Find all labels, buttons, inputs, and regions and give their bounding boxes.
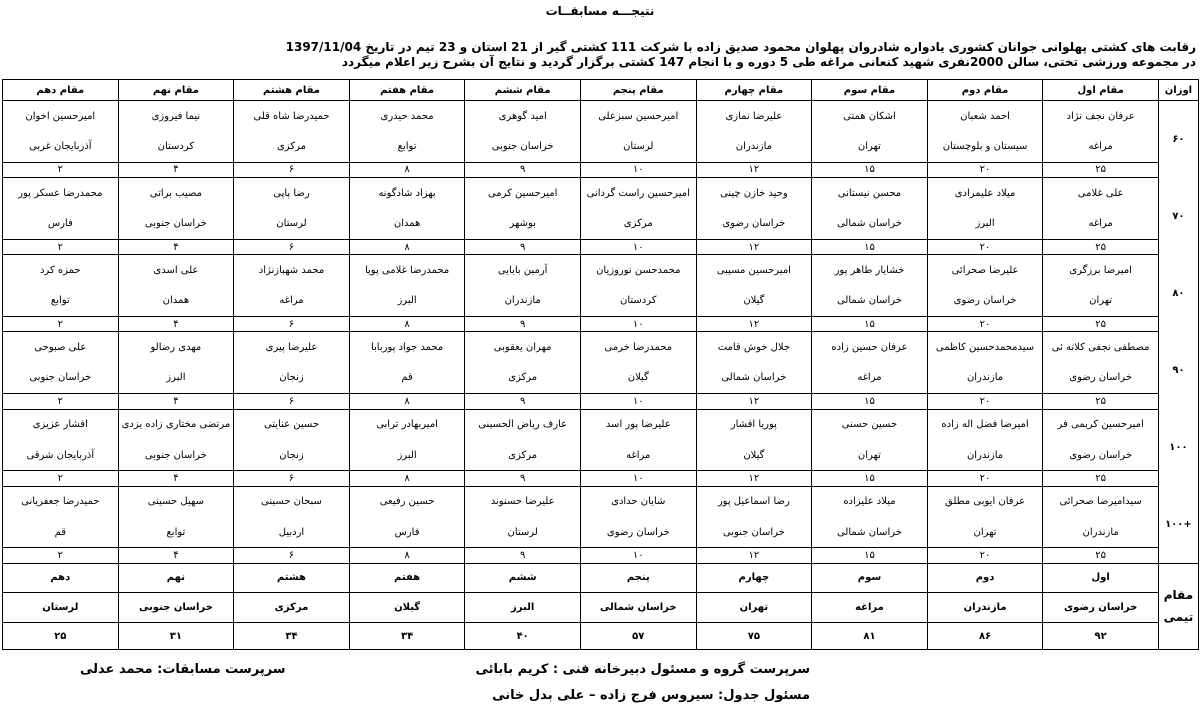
wrestler-name: میلاد علیزاده: [812, 486, 928, 517]
place-points: ۲۰: [927, 162, 1043, 177]
results-table: [2, 79, 1199, 650]
wrestler-name: علیرضا پیری: [234, 332, 350, 363]
wrestler-name: مرتضی مختاری زاده یزدی: [118, 409, 234, 440]
wrestler-name: محمدحسن نوروزیان: [580, 255, 696, 286]
place-6-header: مقام ششم: [465, 80, 581, 101]
place-points: ۱۰: [580, 394, 696, 409]
team-rank-label: ششم: [465, 563, 581, 592]
wrestler-name: حسین حسنی: [812, 409, 928, 440]
wrestler-name: سیدامیرضا صحرائی: [1043, 486, 1159, 517]
wrestler-name: عرفان نجف نژاد: [1043, 101, 1159, 132]
place-points: ۲: [3, 162, 119, 177]
wrestler-name: حسین عنایتی: [234, 409, 350, 440]
team-score: ۸۶: [927, 623, 1043, 650]
weight-column-header: اوزان: [1158, 80, 1198, 101]
weight-0-province-row: [3, 131, 1199, 162]
wrestler-name: احمد شعبان: [927, 101, 1043, 132]
table-responsible: مسئول جدول: سیروس فرج زاده – علی بدل خانی: [492, 688, 810, 703]
wrestler-province: خراسان شمالی: [812, 286, 928, 317]
place-points: ۲۰: [927, 394, 1043, 409]
weight-1-province-row: [3, 209, 1199, 240]
weight-3-points-row: [3, 394, 1199, 409]
team-rank-label: دوم: [927, 563, 1043, 592]
wrestler-province: بوشهر: [465, 209, 581, 240]
wrestler-province: مرکزی: [465, 440, 581, 471]
wrestler-province: آذربایجان غربی: [3, 131, 119, 162]
place-points: ۶: [234, 394, 350, 409]
wrestler-name: امیرحسین کرمی: [465, 178, 581, 209]
wrestler-province: مراغه: [1043, 131, 1159, 162]
wrestler-province: زنجان: [234, 440, 350, 471]
wrestler-province: فارس: [3, 209, 119, 240]
place-points: ۴: [118, 317, 234, 332]
team-name: خراسان جنوبی: [118, 592, 234, 623]
wrestler-name: علیرضا حسنوند: [465, 486, 581, 517]
wrestler-province: خراسان جنوبی: [3, 363, 119, 394]
place-points: ۶: [234, 548, 350, 563]
wrestler-name: خشایار طاهر پور: [812, 255, 928, 286]
team-name: مراغه: [812, 592, 928, 623]
wrestler-province: همدان: [349, 209, 465, 240]
weight-2-points-row: [3, 317, 1199, 332]
place-points: ۱۵: [812, 317, 928, 332]
wrestler-province: خراسان شمالی: [696, 363, 812, 394]
place-points: ۲: [3, 317, 119, 332]
place-points: ۱۲: [696, 394, 812, 409]
weight-5-province-row: [3, 517, 1199, 548]
wrestler-name: نیما فیروزی: [118, 101, 234, 132]
place-points: ۲۵: [1043, 548, 1159, 563]
wrestler-name: علیرضا صحرائی: [927, 255, 1043, 286]
wrestler-province: زنجان: [234, 363, 350, 394]
wrestler-province: مرکزی: [580, 209, 696, 240]
place-points: ۱۲: [696, 471, 812, 486]
team-rank-label: هشتم: [234, 563, 350, 592]
wrestler-name: مصطفی نجفی کلاته ئی: [1043, 332, 1159, 363]
place-points: ۲۵: [1043, 239, 1159, 254]
weight-2-names-row: [3, 255, 1199, 286]
wrestler-province: خراسان رضوی: [696, 209, 812, 240]
wrestler-name: عرفان ایوبی مطلق: [927, 486, 1043, 517]
place-5-header: مقام پنجم: [580, 80, 696, 101]
place-points: ۲۵: [1043, 471, 1159, 486]
wrestler-province: خراسان رضوی: [927, 286, 1043, 317]
weight-class-label: ۸۰: [1158, 255, 1198, 332]
weight-1-points-row: [3, 239, 1199, 254]
wrestler-province: مرکزی: [234, 131, 350, 162]
team-name: گیلان: [349, 592, 465, 623]
wrestler-province: آذربایجان شرقی: [3, 440, 119, 471]
wrestler-province: تهران: [1043, 286, 1159, 317]
wrestler-name: رضا پاپی: [234, 178, 350, 209]
place-points: ۴: [118, 239, 234, 254]
team-rank-label: دهم: [3, 563, 119, 592]
wrestler-province: گیلان: [580, 363, 696, 394]
team-score: ۷۵: [696, 623, 812, 650]
wrestler-province: البرز: [118, 363, 234, 394]
team-score: ۹۲: [1043, 623, 1159, 650]
wrestler-province: لرستان: [580, 131, 696, 162]
team-rank-label: چهارم: [696, 563, 812, 592]
weight-3-names-row: [3, 332, 1199, 363]
wrestler-province: خراسان رضوی: [580, 517, 696, 548]
wrestler-province: لرستان: [234, 209, 350, 240]
wrestler-province: مراغه: [1043, 209, 1159, 240]
wrestler-name: حمیدرضا جعفریانی: [3, 486, 119, 517]
group-head-signature: سرپرست گروه و مسئول دبیرخانه فنی : کریم بابائی: [475, 662, 810, 677]
place-points: ۲۵: [1043, 162, 1159, 177]
wrestler-name: مصیب براتی: [118, 178, 234, 209]
place-points: ۶: [234, 162, 350, 177]
wrestler-name: سیدمحمدحسین کاظمی: [927, 332, 1043, 363]
place-points: ۱۰: [580, 471, 696, 486]
place-points: ۹: [465, 471, 581, 486]
wrestler-name: امیرحسین سبزعلی: [580, 101, 696, 132]
place-points: ۸: [349, 394, 465, 409]
place-points: ۲: [3, 394, 119, 409]
place-points: ۱۵: [812, 239, 928, 254]
header-row: [3, 80, 1199, 101]
wrestler-province: توابع: [118, 517, 234, 548]
wrestler-province: خراسان جنوبی: [696, 517, 812, 548]
place-points: ۲۵: [1043, 394, 1159, 409]
team-rank-label: اول: [1043, 563, 1159, 592]
wrestler-province: کردستان: [580, 286, 696, 317]
wrestler-province: خراسان جنوبی: [118, 209, 234, 240]
place-points: ۱۲: [696, 548, 812, 563]
wrestler-province: مازندران: [696, 131, 812, 162]
wrestler-name: آرمین بابایی: [465, 255, 581, 286]
wrestler-province: قم: [3, 517, 119, 548]
wrestler-name: محسن نیستانی: [812, 178, 928, 209]
wrestler-name: رضا اسماعیل پور: [696, 486, 812, 517]
intro-line-1: رقابت های کشتی پهلوانی جوانان کشوری یادواره شادروان پهلوان محمود صدیق زاده با شرکت 111 کشتی گیر از 21 استان و 23 تیم در تاریخ 1397/11/04: [285, 40, 1196, 54]
wrestler-province: خراسان رضوی: [1043, 440, 1159, 471]
weight-4-province-row: [3, 440, 1199, 471]
wrestler-name: امیربهادر ترابی: [349, 409, 465, 440]
weight-4-names-row: [3, 409, 1199, 440]
wrestler-province: خراسان رضوی: [1043, 363, 1159, 394]
wrestler-province: فارس: [349, 517, 465, 548]
wrestler-province: البرز: [349, 286, 465, 317]
wrestler-province: مراغه: [580, 440, 696, 471]
team-names-row: [3, 592, 1199, 623]
team-name: تهران: [696, 592, 812, 623]
page-title: نتیجـــه مسابقــات: [545, 4, 655, 18]
wrestler-province: مراغه: [234, 286, 350, 317]
intro-line-2: در مجموعه ورزشی تختی، سالن 2000نفری شهید کنعانی مراغه طی 5 دوره و با انجام 147 کشتی برگزار گردید و نتایج آن بشرح زیر اعلام میگردد: [341, 55, 1196, 69]
team-score: ۳۴: [349, 623, 465, 650]
place-points: ۱۲: [696, 162, 812, 177]
place-points: ۲۰: [927, 471, 1043, 486]
place-points: ۱۲: [696, 239, 812, 254]
weight-class-label: ۱۰۰: [1158, 409, 1198, 486]
wrestler-name: وحید خازن چینی: [696, 178, 812, 209]
team-score: ۸۱: [812, 623, 928, 650]
weight-5-points-row: [3, 548, 1199, 563]
wrestler-province: خراسان شمالی: [812, 209, 928, 240]
wrestler-name: محمد حیدری: [349, 101, 465, 132]
place-points: ۱۰: [580, 239, 696, 254]
place-points: ۹: [465, 394, 581, 409]
wrestler-province: تهران: [812, 131, 928, 162]
wrestler-name: امیرحسین مسیبی: [696, 255, 812, 286]
wrestler-name: محمدرضا عسکر پور: [3, 178, 119, 209]
place-points: ۱۲: [696, 317, 812, 332]
place-points: ۱۰: [580, 162, 696, 177]
place-points: ۲۵: [1043, 317, 1159, 332]
place-7-header: مقام هفتم: [349, 80, 465, 101]
place-points: ۸: [349, 317, 465, 332]
wrestler-name: افشار عزیزی: [3, 409, 119, 440]
place-points: ۲: [3, 239, 119, 254]
weight-3-province-row: [3, 363, 1199, 394]
team-scores-row: [3, 623, 1199, 650]
weight-class-label: ۹۰: [1158, 332, 1198, 409]
wrestler-province: مازندران: [927, 363, 1043, 394]
team-rank-label: پنجم: [580, 563, 696, 592]
wrestler-province: البرز: [927, 209, 1043, 240]
wrestler-name: امید گوهری: [465, 101, 581, 132]
team-ranks-row: [3, 563, 1199, 592]
wrestler-name: محمد شهبازنژاد: [234, 255, 350, 286]
place-points: ۸: [349, 471, 465, 486]
wrestler-province: لرستان: [465, 517, 581, 548]
place-points: ۲۰: [927, 548, 1043, 563]
weight-class-label: ۶۰: [1158, 101, 1198, 178]
place-points: ۲: [3, 471, 119, 486]
place-2-header: مقام دوم: [927, 80, 1043, 101]
wrestler-name: امیرحسین کریمی فر: [1043, 409, 1159, 440]
place-9-header: مقام نهم: [118, 80, 234, 101]
wrestler-name: پوریا افشار: [696, 409, 812, 440]
wrestler-name: حسین رفیعی: [349, 486, 465, 517]
wrestler-name: شایان حدادی: [580, 486, 696, 517]
wrestler-name: مهران یعقوبی: [465, 332, 581, 363]
wrestler-name: محمدرضا خرمی: [580, 332, 696, 363]
place-points: ۹: [465, 239, 581, 254]
place-points: ۹: [465, 162, 581, 177]
team-score: ۳۱: [118, 623, 234, 650]
wrestler-province: مازندران: [1043, 517, 1159, 548]
team-score: ۳۴: [234, 623, 350, 650]
team-name: البرز: [465, 592, 581, 623]
wrestler-province: تهران: [927, 517, 1043, 548]
wrestler-name: محمد جواد پوربابا: [349, 332, 465, 363]
wrestler-province: همدان: [118, 286, 234, 317]
wrestler-province: خراسان جنوبی: [118, 440, 234, 471]
weight-class-label: ۷۰: [1158, 178, 1198, 255]
intro-text: [200, 40, 1196, 70]
place-points: ۱۵: [812, 162, 928, 177]
place-points: ۱۵: [812, 394, 928, 409]
place-8-header: مقام هشتم: [234, 80, 350, 101]
team-score: ۵۷: [580, 623, 696, 650]
wrestler-province: قم: [349, 363, 465, 394]
wrestler-name: عارف ریاض الحسینی: [465, 409, 581, 440]
supervisor-signature: سرپرست مسابقات: محمد عدلی: [80, 662, 286, 677]
wrestler-name: امیرضا فضل اله زاده: [927, 409, 1043, 440]
wrestler-name: علی صبوحی: [3, 332, 119, 363]
team-rank-label: هفتم: [349, 563, 465, 592]
team-name: لرستان: [3, 592, 119, 623]
place-points: ۹: [465, 317, 581, 332]
team-ranking-label: مقام تیمی: [1158, 563, 1198, 649]
place-points: ۴: [118, 162, 234, 177]
weight-2-province-row: [3, 286, 1199, 317]
place-points: ۸: [349, 548, 465, 563]
weight-5-names-row: [3, 486, 1199, 517]
team-name: مازندران: [927, 592, 1043, 623]
weight-class-label: +۱۰۰: [1158, 486, 1198, 563]
wrestler-name: اشکان همتی: [812, 101, 928, 132]
team-name: خراسان رضوی: [1043, 592, 1159, 623]
weight-4-points-row: [3, 471, 1199, 486]
place-points: ۲۰: [927, 317, 1043, 332]
wrestler-name: محمدرضا غلامی پویا: [349, 255, 465, 286]
wrestler-province: مرکزی: [465, 363, 581, 394]
wrestler-province: اردبیل: [234, 517, 350, 548]
wrestler-province: خراسان جنوبی: [465, 131, 581, 162]
weight-0-names-row: [3, 101, 1199, 132]
wrestler-province: مراغه: [812, 363, 928, 394]
place-points: ۶: [234, 239, 350, 254]
wrestler-province: مازندران: [465, 286, 581, 317]
wrestler-province: گیلان: [696, 286, 812, 317]
wrestler-name: امیرضا برزگری: [1043, 255, 1159, 286]
wrestler-name: عرفان حسین زاده: [812, 332, 928, 363]
wrestler-name: جلال خوش قامت: [696, 332, 812, 363]
place-points: ۱۰: [580, 317, 696, 332]
wrestler-province: توابع: [349, 131, 465, 162]
place-points: ۱۰: [580, 548, 696, 563]
team-rank-label: نهم: [118, 563, 234, 592]
wrestler-name: علیرضا نمازی: [696, 101, 812, 132]
wrestler-province: تهران: [812, 440, 928, 471]
wrestler-name: علی غلامی: [1043, 178, 1159, 209]
team-score: ۲۵: [3, 623, 119, 650]
place-points: ۹: [465, 548, 581, 563]
place-points: ۶: [234, 471, 350, 486]
wrestler-province: کردستان: [118, 131, 234, 162]
wrestler-name: حمیدرضا شاه قلی: [234, 101, 350, 132]
place-1-header: مقام اول: [1043, 80, 1159, 101]
wrestler-province: البرز: [349, 440, 465, 471]
weight-0-points-row: [3, 162, 1199, 177]
wrestler-name: علی اسدی: [118, 255, 234, 286]
wrestler-name: بهزاد شادگونه: [349, 178, 465, 209]
wrestler-name: مهدی رضالو: [118, 332, 234, 363]
wrestler-province: سیستان و بلوچستان: [927, 131, 1043, 162]
place-points: ۸: [349, 239, 465, 254]
wrestler-province: خراسان شمالی: [812, 517, 928, 548]
place-points: ۶: [234, 317, 350, 332]
wrestler-name: سبحان حسینی: [234, 486, 350, 517]
team-score: ۴۰: [465, 623, 581, 650]
place-points: ۴: [118, 548, 234, 563]
place-points: ۸: [349, 162, 465, 177]
team-name: مرکزی: [234, 592, 350, 623]
wrestler-name: امیرحسین اخوان: [3, 101, 119, 132]
place-10-header: مقام دهم: [3, 80, 119, 101]
team-name: خراسان شمالی: [580, 592, 696, 623]
team-rank-label: سوم: [812, 563, 928, 592]
place-points: ۱۵: [812, 471, 928, 486]
wrestler-province: توابع: [3, 286, 119, 317]
weight-1-names-row: [3, 178, 1199, 209]
wrestler-province: مازندران: [927, 440, 1043, 471]
wrestler-province: گیلان: [696, 440, 812, 471]
wrestler-name: امیرحسین راست گردانی: [580, 178, 696, 209]
wrestler-name: حمزه کرد: [3, 255, 119, 286]
wrestler-name: علیرضا پور اسد: [580, 409, 696, 440]
place-points: ۱۵: [812, 548, 928, 563]
place-points: ۲: [3, 548, 119, 563]
place-points: ۴: [118, 394, 234, 409]
wrestler-name: میلاد علیمرادی: [927, 178, 1043, 209]
wrestler-name: سهیل حسینی: [118, 486, 234, 517]
place-points: ۲۰: [927, 239, 1043, 254]
place-points: ۴: [118, 471, 234, 486]
place-4-header: مقام چهارم: [696, 80, 812, 101]
place-3-header: مقام سوم: [812, 80, 928, 101]
